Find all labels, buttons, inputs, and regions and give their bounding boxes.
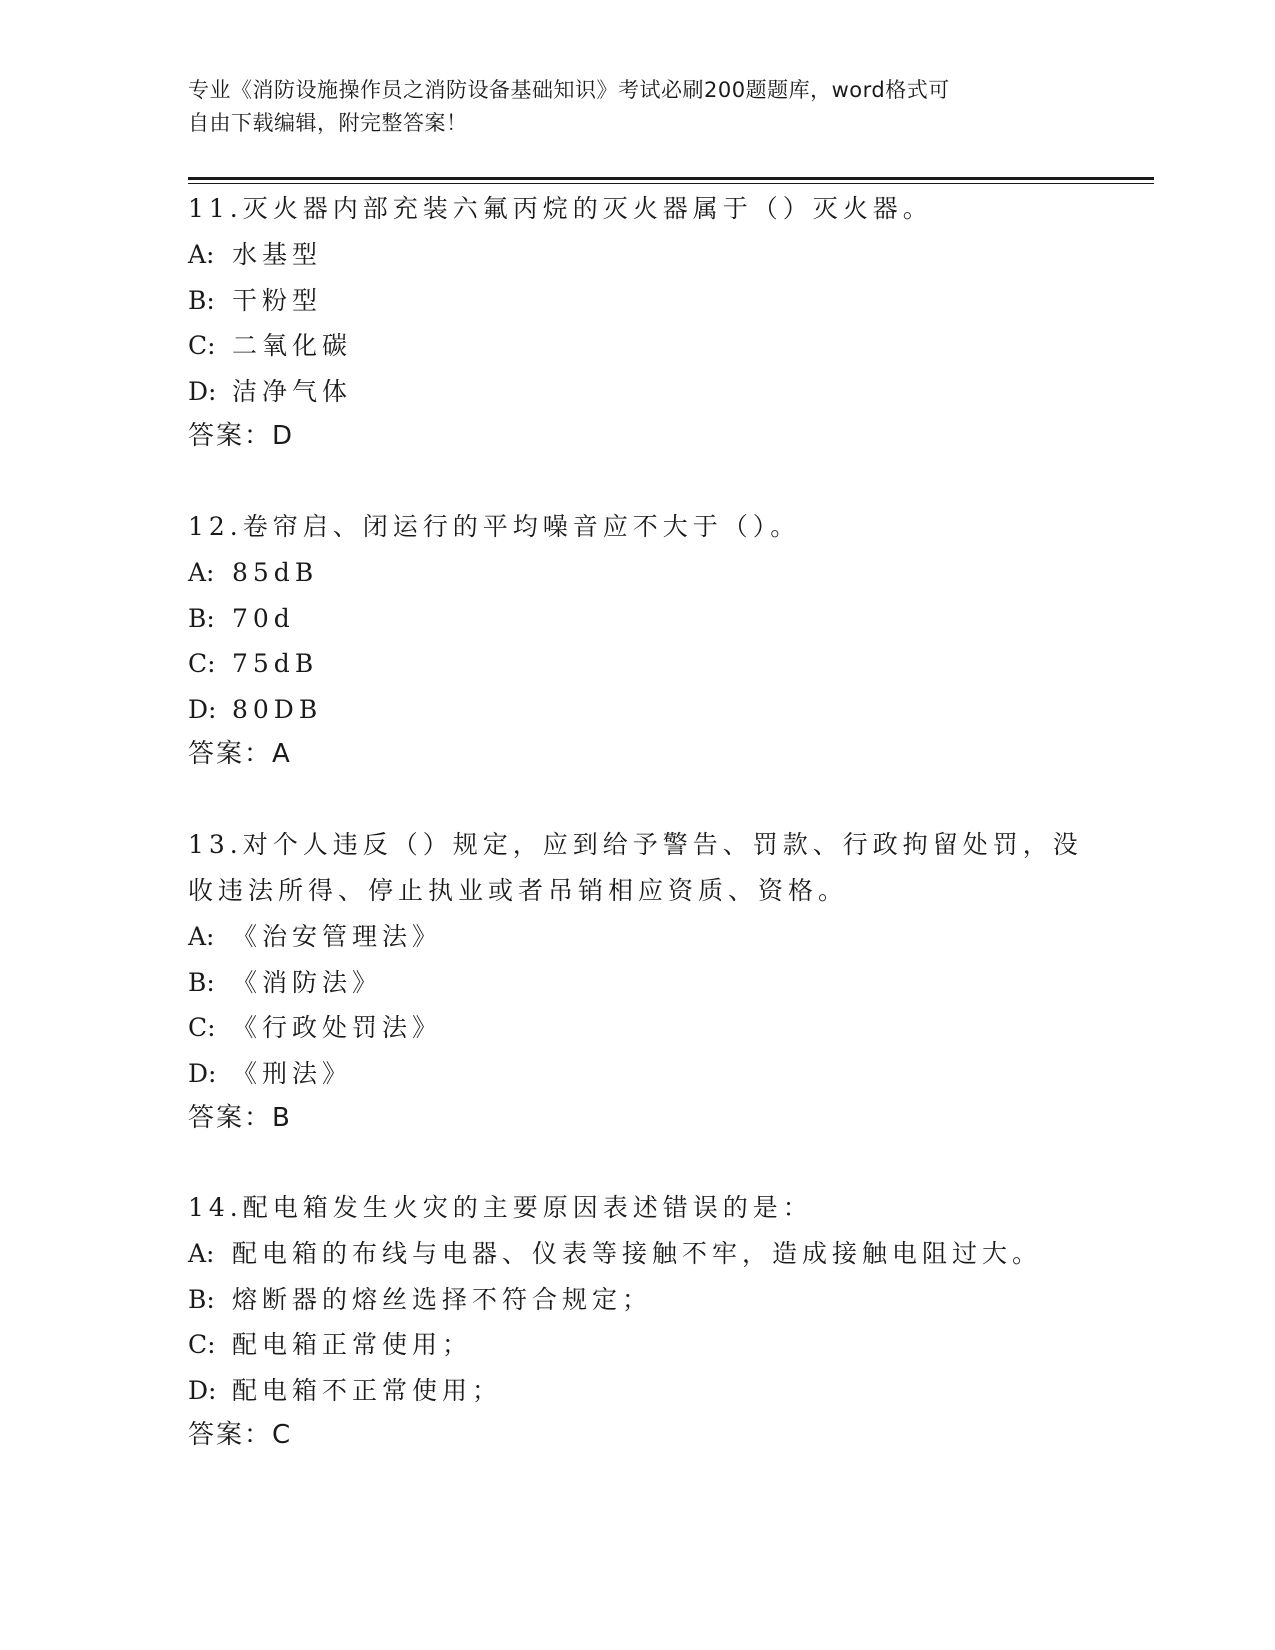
- option-text: 配电箱不正常使用；: [232, 1375, 503, 1405]
- question-stem: 13.对个人违反（）规定，应到给予警告、罚款、行政拘留处罚，没收违法所得、停止执业或者吊销相应资质、资格。: [188, 830, 1083, 905]
- option-text: 70d: [232, 603, 295, 633]
- answer-line: 答案：A: [188, 739, 292, 769]
- header-line-2: 自由下载编辑，附完整答案！: [188, 111, 468, 135]
- option-d: [188, 1368, 1088, 1414]
- option-text: 85dB: [232, 558, 319, 587]
- question-block: [188, 186, 1088, 458]
- option-letter: D:: [188, 694, 217, 724]
- answer-line: 答案：C: [188, 1420, 293, 1450]
- option-letter: A:: [188, 558, 215, 587]
- option-letter: D:: [188, 1058, 217, 1088]
- option-b: [188, 960, 1088, 1006]
- option-letter: D:: [188, 376, 217, 406]
- option-letter: C:: [188, 1013, 216, 1042]
- question-stem: 11.灭火器内部充装六氟丙烷的灭火器属于（）灭火器。: [188, 194, 933, 223]
- question-block: [188, 504, 1088, 776]
- header-divider-thin: [188, 183, 1154, 184]
- question-stem: 12.卷帘启、闭运行的平均噪音应不大于（）。: [188, 512, 801, 541]
- option-letter: A:: [188, 1239, 215, 1268]
- option-text: 干粉型: [232, 285, 323, 315]
- option-text: 配电箱的布线与电器、仪表等接触不牢，造成接触电阻过大。: [232, 1239, 1043, 1268]
- answer-line: 答案：B: [188, 1103, 292, 1133]
- option-letter: B:: [188, 967, 215, 997]
- option-letter: D:: [188, 1375, 217, 1405]
- option-d: [188, 687, 1088, 733]
- option-b: [188, 596, 1088, 642]
- document-header: [188, 74, 1088, 140]
- option-text: 75dB: [232, 649, 319, 678]
- question-stem: 14.配电箱发生火灾的主要原因表述错误的是：: [188, 1193, 813, 1222]
- option-a: [188, 1231, 1088, 1277]
- option-letter: B:: [188, 285, 215, 315]
- option-a: [188, 914, 1088, 960]
- option-text: 洁净气体: [232, 376, 353, 406]
- option-text: 80DB: [232, 694, 323, 724]
- option-letter: B:: [188, 1284, 215, 1314]
- option-text: 《行政处罚法》: [232, 1013, 443, 1042]
- question-block: [188, 822, 1088, 1140]
- option-b: [188, 278, 1088, 324]
- option-a: [188, 232, 1088, 278]
- option-text: 《治安管理法》: [232, 922, 443, 951]
- option-a: [188, 550, 1088, 596]
- option-text: 《刑法》: [232, 1058, 353, 1088]
- option-letter: C:: [188, 649, 216, 678]
- option-c: [188, 641, 1088, 687]
- option-d: [188, 1051, 1088, 1097]
- option-d: [188, 369, 1088, 415]
- option-text: 熔断器的熔丝选择不符合规定；: [232, 1284, 653, 1314]
- answer-line: 答案：D: [188, 421, 295, 451]
- option-c: [188, 1005, 1088, 1051]
- header-divider: [188, 177, 1154, 180]
- header-line-1: 专业《消防设施操作员之消防设备基础知识》考试必刷200题题库，word格式可: [188, 78, 950, 102]
- option-letter: A:: [188, 240, 215, 269]
- option-c: [188, 323, 1088, 369]
- option-letter: A:: [188, 922, 215, 951]
- option-letter: C:: [188, 1330, 216, 1359]
- option-text: 水基型: [232, 240, 323, 269]
- option-text: 二氧化碳: [232, 331, 353, 360]
- option-text: 《消防法》: [232, 967, 383, 997]
- question-block: [188, 1185, 1088, 1457]
- option-c: [188, 1322, 1088, 1368]
- option-letter: B:: [188, 603, 215, 633]
- option-letter: C:: [188, 331, 216, 360]
- option-text: 配电箱正常使用；: [232, 1330, 473, 1359]
- option-b: [188, 1277, 1088, 1323]
